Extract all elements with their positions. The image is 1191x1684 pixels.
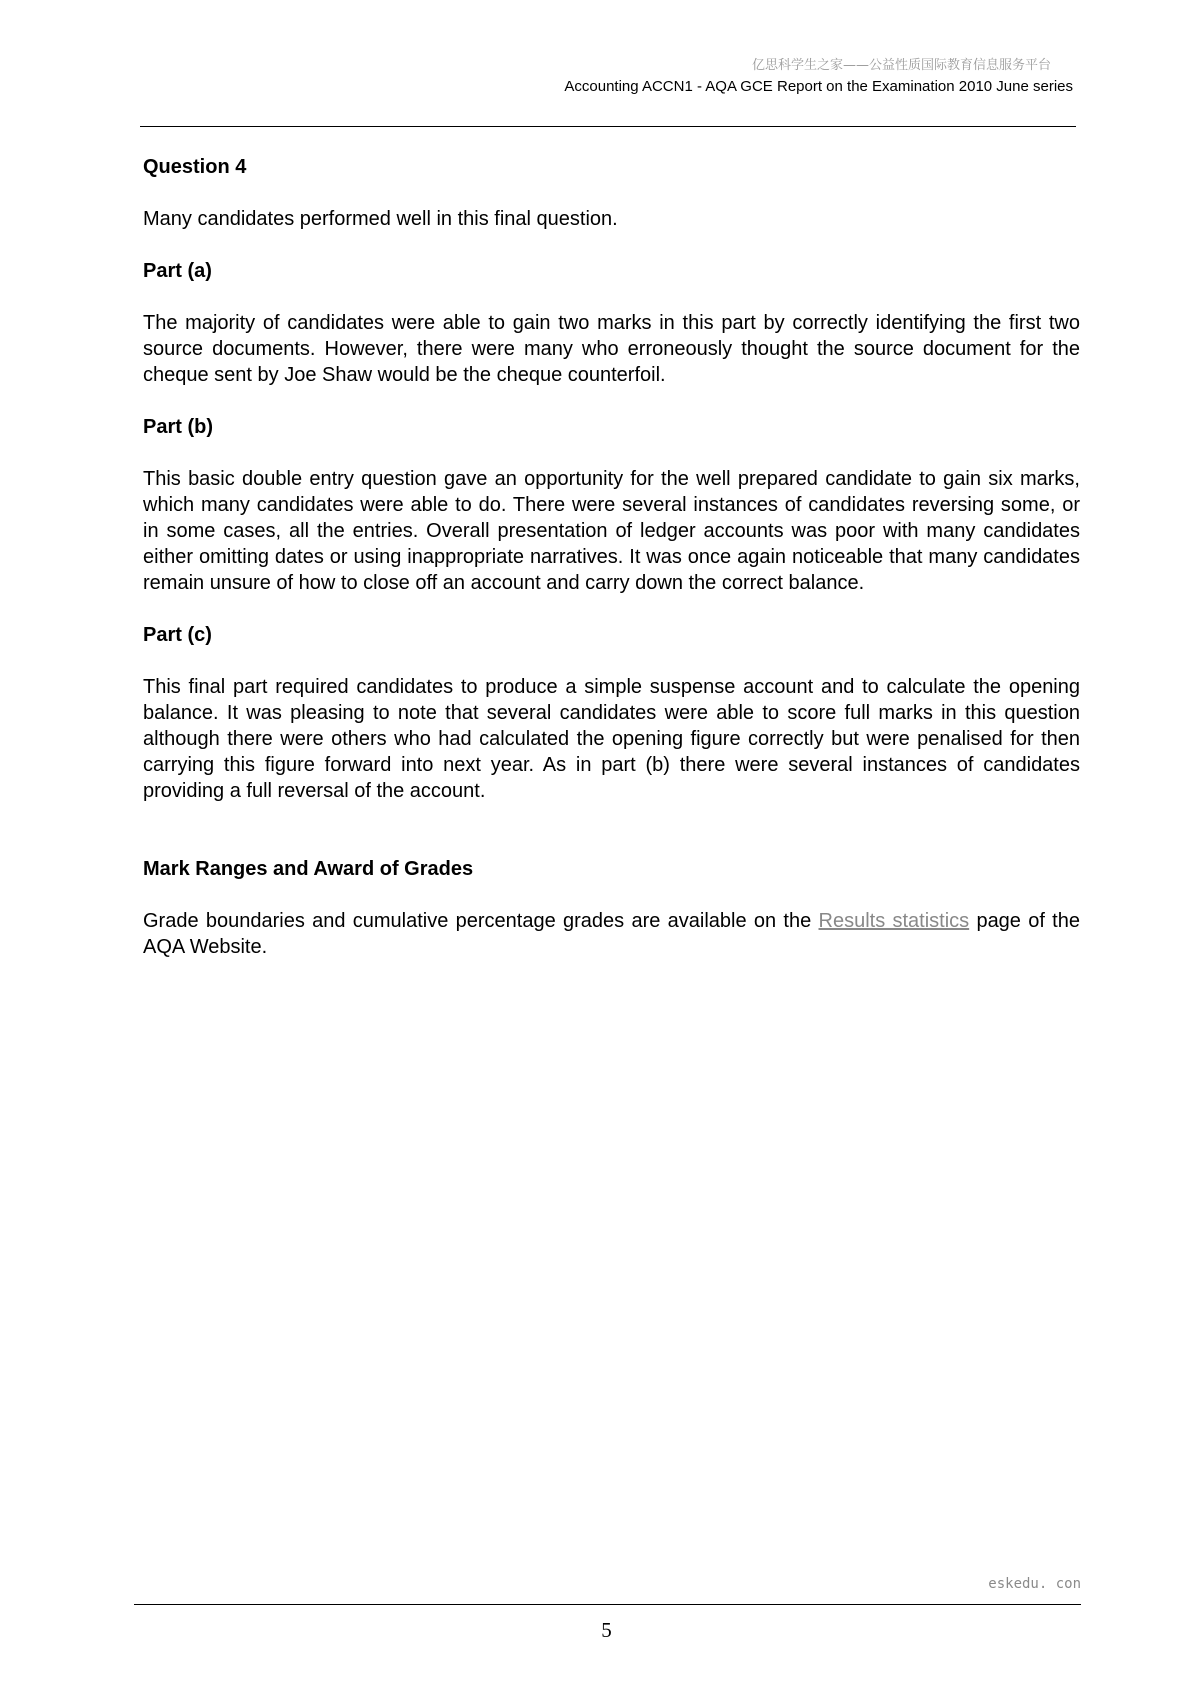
footer-divider [134,1604,1081,1605]
grades-text [143,908,1080,960]
part-a-heading: Part (a) [143,260,212,282]
header-divider [140,126,1076,127]
running-header-title: Accounting ACCN1 - AQA GCE Report on the Examination 2010 June series [564,78,1073,95]
results-statistics-link[interactable]: Results statistics [818,910,970,932]
question-4-intro: Many candidates performed well in this final question. [143,208,618,230]
part-c-text: This final part required candidates to produce a simple suspense account and to calculate the opening balance. It was pleasing to note that several candidates were able to score full marks in this question although there were others who had calculated the opening figure correctly but were penalised for then carrying this figure forward into next year. As in part (b) there were several instances of candidates providing a full reversal of the account. [143,676,1080,802]
watermark-footer: eskedu. con [988,1576,1081,1592]
part-c-heading: Part (c) [143,624,212,646]
part-a-text: The majority of candidates were able to gain two marks in this part by correctly identifying the first two source documents. However, there were many who erroneously thought the source document for the cheque sent by Joe Shaw would be the cheque counterfoil. [143,312,1080,386]
watermark-header: 亿思科学生之家——公益性质国际教育信息服务平台 [751,58,1051,73]
part-b-text: This basic double entry question gave an opportunity for the well prepared candidate to gain six marks, which many candidates were able to do. There were several instances of candidates reversing some, or in some cases, all the entries. Overall presentation of ledger accounts was poor with many candidates either omitting dates or using inappropriate narratives. It was once again noticeable that many candidates remain unsure of how to close off an account and carry down the correct balance. [143,468,1080,594]
page-number: 5 [601,1618,612,1642]
grades-text-after: page of the AQA Website. [143,910,1080,958]
question-4-heading: Question 4 [143,156,247,178]
main-content [143,154,1080,960]
grades-heading: Mark Ranges and Award of Grades [143,858,474,880]
grades-text-before: Grade boundaries and cumulative percentage grades are available on the [143,910,819,932]
part-b-heading: Part (b) [143,416,213,438]
